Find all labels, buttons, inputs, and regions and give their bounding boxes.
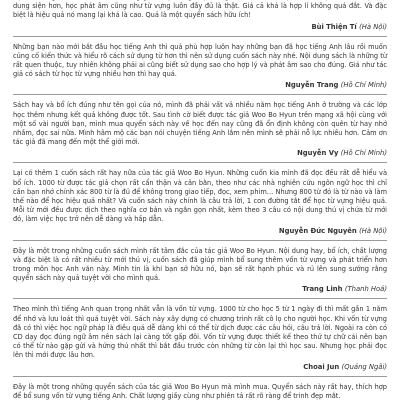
review-item <box>13 247 387 295</box>
review-author-place: (Hồ Chí Minh) <box>340 81 387 90</box>
review-author-line <box>13 22 387 32</box>
review-divider <box>13 36 387 37</box>
review-text: dung siện hơn, học phát âm cũng như từ vựng luôn đầy đủ là thật. Giá cả khá là hợp lí không quá đắt. Và đặc biệt là hiệu quả nó mang lại khá là cao. Quả là một quyển sách hữu ích! <box>13 2 387 20</box>
review-divider <box>13 376 387 377</box>
review-author-line <box>13 80 387 90</box>
review-author-place: (Thanh Hoá) <box>344 285 387 294</box>
review-author-place: (Hà Nội) <box>359 226 387 235</box>
review-author-place: (Quảng Ngãi) <box>341 362 387 371</box>
review-item <box>13 43 387 91</box>
review-divider <box>13 298 387 299</box>
review-divider <box>13 240 387 241</box>
review-text: Đây là một trong những cuốn sách mình rất tâm đắc của tác giả Woo Bo Hyun. Nội dung hay, bổ ích, chất lượng và đặc biệt là có rất nhiều từ mới thú vị, cuốn sách đã giúp mình bổ sung thêm vốn từ vựng và phát triển hơn trong môn học Anh văn này. Mình tin là khi bạn sở hữu nó, bạn sẽ rất hạnh phúc và rủ lên sung sướng rằng quyển sách này quả tuyệt vời cho mình quá. <box>13 246 387 283</box>
review-author-line <box>13 362 387 372</box>
review-author-line <box>13 148 387 158</box>
review-text: Những bạn nào mới bắt đầu học tiếng Anh thì quả phù hợp luôn hay những bạn đã học tiếng Anh lâu rồi muốn củng cố kiến thức và hiểu rõ cách sử dụng từ hơn thì nên sử dụng cuốn sách này nhé. Nội dung sách là những từ rất quen thuộc, tuy nhiên không phải ai cũng biết sử dụng sao cho hợp lý và phát âm sao cho đúng. Giá như tác giả có sách từ học từ vựng nhiều hơn thì hay quá. <box>13 42 387 79</box>
review-author-name: Nguyễn Đức Nguyên <box>278 226 357 235</box>
review-text: Đây là một trong những quyển sách của tác giả Woo Bo Hyun mà mình mua. Quyển sách này rất hay, thích hợp để bổ sung vốn từ vựng tiếng Anh. Chất lượng giấy cùng như phiên tả rất rõ ràng để trinh đẹp mắt. <box>13 382 387 400</box>
review-author-name: Nguyễn Vy <box>297 149 339 158</box>
review-text: Lại có thêm 1 cuốn sách rất hay nữa của tác giả Woo Bo Hyun. Những cuốn kia mình đã đọc đều rất dễ hiểu và bổ ích. 1000 từ được tác giả chọn rất cẩn thận và cân bằn, theo như các nhà nghiên cứu ngôn ngữ học thì chỉ cần bạn nhớ chính xác 800 từ là đủ để không trong giao tiếp, đọc, xem phim… Nhưng 800 từ đó là từ nào và làm thế nào để học hiệu quả nhất? Và cuốn sách này chính là câu trả lời, 1 con đường tắt để học từ vựng hiệu quả. Mỗi từ mới đều được dịch theo nghĩa cơ bản và ngắn gọn nhất, kèm theo 3 câu có nội dung thú vị chứa từ mới đó, làm việc học trở nên dễ dàng và hấp dẫn. <box>13 169 387 224</box>
review-author-name: Bùi Thiện Tí <box>311 22 357 31</box>
review-text: Sách hay và bổ ích đúng như tên gọi của nó, mình đã phải vất vả nhiều năm học tiếng Anh ở trường và các lớp học thêm nhưng kết quả không được tốt. Sau tình cờ biết được tác giả Woo Bo Hyun trên mạng xã hội cùng với một số vài người bạn, mình mua quyển sách này về học đến nay cũng đã ổn định không còn quên từ hay nhớ nhầm, đọc sai nữa. Mình hâm mộ các bạn nói chuyện tiếng Anh lắm nên mình sẽ phải nỗ lực nhiều hơn. Cảm ơn tác giả đã mang đến một thể giới mới. <box>13 101 387 147</box>
review-author-name: Choai Jun <box>303 362 340 371</box>
review-divider <box>13 94 387 95</box>
review-item <box>13 383 387 401</box>
review-author-line <box>13 284 387 294</box>
review-author-place: (Hà Nội) <box>359 22 387 31</box>
review-text: Theo mình thì tiếng Anh quan trọng nhất vẫn là vốn từ vựng. 1000 từ cho học 5 từ 1 ngày đi thì mất gần 1 năm để nhớ và lưu loát thì quá tuyệt vời. Sách này xây dựng có chương trình rất cô lọ cho người học. Khi vốn từ vựng đã có thì việc học ngữ pháp là điều quá dễ dàng khi có thể từ dịch được các câu hỏi, câu trả lời. Ngoài ra còn có CD dạy đọc đúng ngữ âm nên sách lại càng tốt gấp đôi. Vốn từ vựng được thiết kế theo thứ tự chữ cái nên bạn có thể từ nào gặp gửi và hứng thú nhất thì bắt đầu trước còn những từ còn lại thì học sau. Nhưng học phải đọc lên thì mới được lâu hơn. <box>13 305 387 360</box>
review-author-name: Trang Linh <box>302 285 343 294</box>
review-author-place: (Hồ Chí Minh) <box>340 149 387 158</box>
review-author-line <box>13 226 387 236</box>
review-item <box>13 305 387 371</box>
review-item <box>13 0 387 32</box>
review-item <box>13 169 387 235</box>
review-item <box>13 101 387 158</box>
review-author-name: Nguyễn Trang <box>285 81 339 90</box>
review-divider <box>13 162 387 163</box>
